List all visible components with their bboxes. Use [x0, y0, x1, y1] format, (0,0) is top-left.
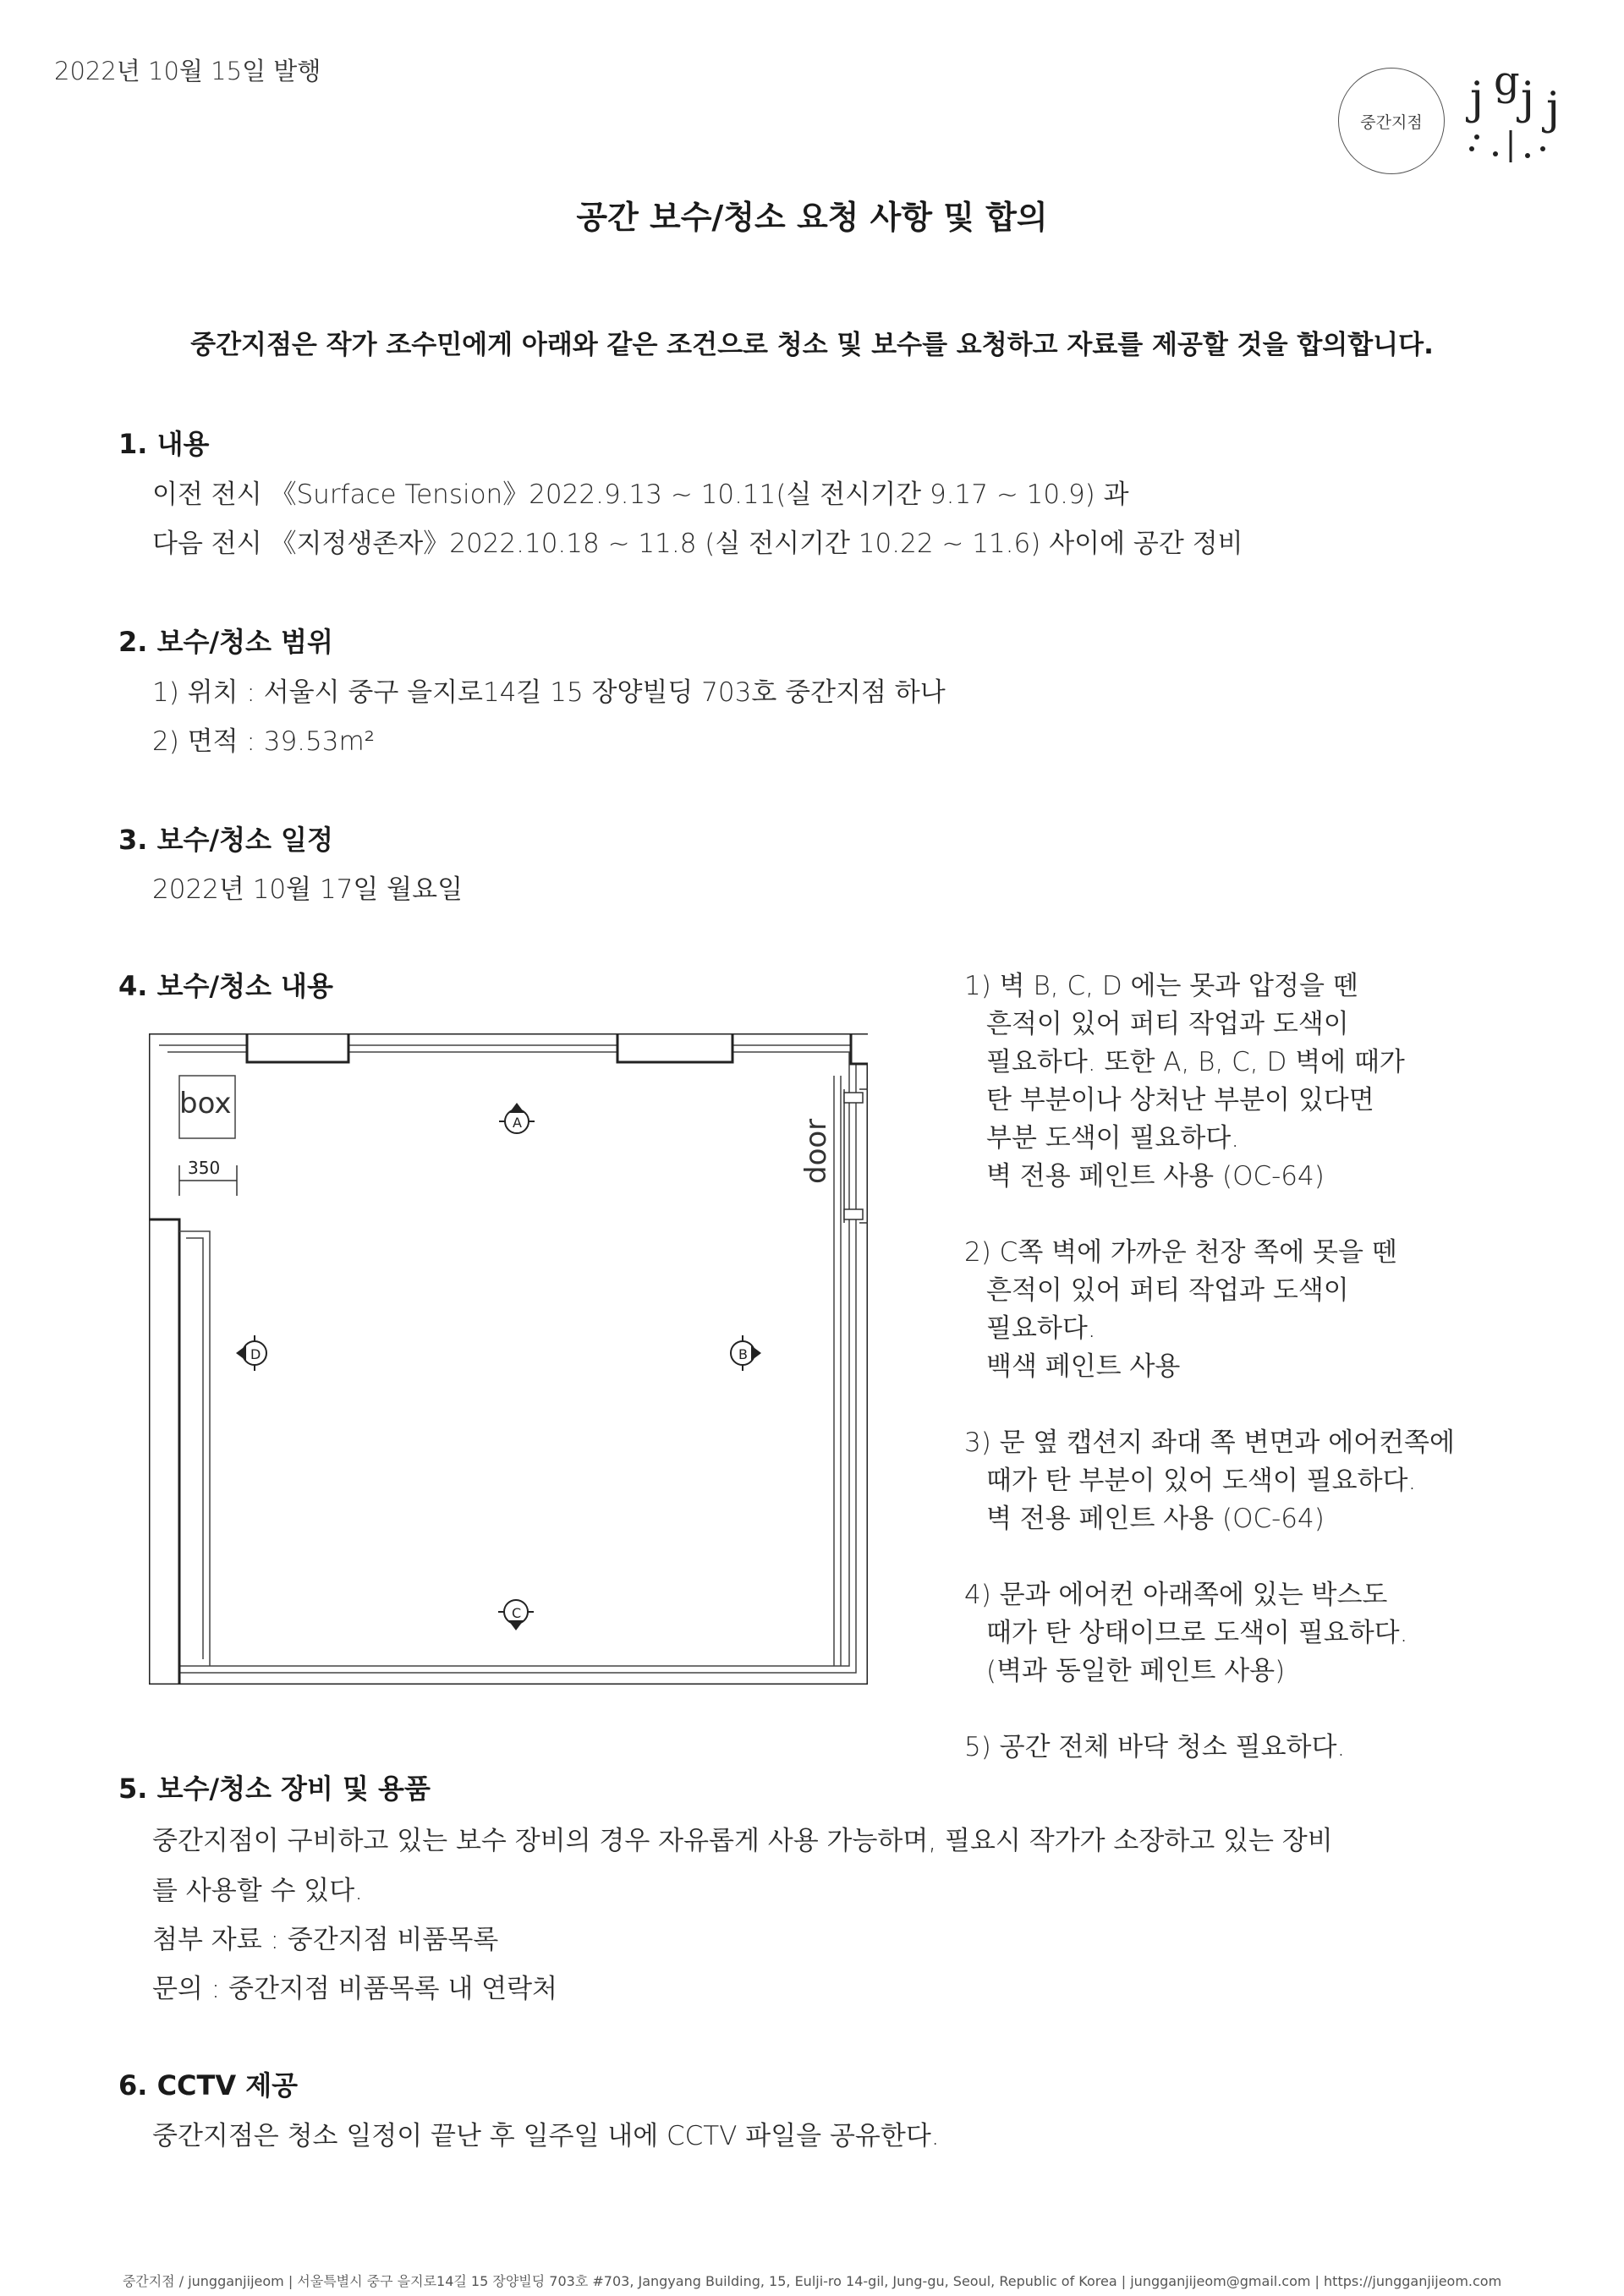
section-4-heading: 4. 보수/청소 내용	[118, 970, 333, 1002]
note-1-line: 흔적이 있어 퍼티 작업과 도색이	[986, 1009, 1349, 1039]
section-6-heading: 6. CCTV 제공	[118, 2069, 299, 2101]
note-4	[964, 1576, 1455, 1690]
wall-marker-d	[236, 1335, 266, 1371]
note-5-line: 5) 공간 전체 바닥 청소 필요하다.	[964, 1732, 1346, 1762]
section-5-heading: 5. 보수/청소 장비 및 용품	[118, 1773, 431, 1805]
section-5-line-1: 중간지점이 구비하고 있는 보수 장비의 경우 자유롭게 사용 가능하며, 필요시 작가가 소장하고 있는 장비	[152, 1826, 1333, 1856]
logo-seal	[1338, 68, 1445, 174]
note-3-line: 때가 탄 부분이 있어 도색이 필요하다.	[986, 1466, 1417, 1496]
footer-contact: 중간지점 / jungganjijeom | 서울특별시 중구 을지로14길 15 장양빌딩 703호 #703, Jangyang Building, 15, Eulji-ro 14-gil, Jung-gu, Seoul, Republic of Korea | jungganjijeom@gmail.com | https://jungganjijeom.com	[122, 2273, 1502, 2289]
svg-text:j: j	[1546, 84, 1561, 134]
intro-text: 중간지점은 작가 조수민에게 아래와 같은 조건으로 청소 및 보수를 요청하고 자료를 제공할 것을 합의합니다.	[190, 330, 1434, 360]
wall-marker-b	[731, 1335, 761, 1371]
note-4-line: (벽과 동일한 페인트 사용)	[986, 1656, 1286, 1686]
issue-date: 2022년 10월 15일 발행	[54, 57, 321, 85]
section-1-line-2: 다음 전시 《지정생존자》2022.10.18 ~ 11.8 (실 전시기간 10.22 ~ 11.6) 사이에 공간 정비	[152, 529, 1243, 559]
section-2-line-1: 1) 위치 : 서울시 중구 을지로14길 15 장양빌딩 703호 중간지점 하나	[152, 677, 946, 708]
svg-text:j: j	[1521, 74, 1535, 124]
section-1-heading: 1. 내용	[118, 428, 210, 460]
floor-plan	[149, 1033, 868, 1685]
svg-text:D: D	[250, 1346, 261, 1362]
note-1	[964, 967, 1455, 1196]
window-left	[247, 1033, 348, 1062]
section-5-line-2: 를 사용할 수 있다.	[152, 1876, 364, 1906]
note-1-line: 탄 부분이나 상처난 부분이 있다면	[986, 1085, 1374, 1115]
repair-notes	[964, 967, 1455, 1805]
note-3	[964, 1424, 1455, 1538]
section-5-line-3: 첨부 자료 : 중간지점 비품목록	[152, 1925, 499, 1955]
dimension-label: 350	[188, 1158, 221, 1178]
note-4-line: 4) 문과 에어컨 아래쪽에 있는 박스도	[964, 1580, 1388, 1610]
svg-text:j: j	[1470, 74, 1484, 124]
section-3-line-1: 2022년 10월 17일 월요일	[152, 874, 464, 905]
section-2-line-2: 2) 면적 : 39.53m²	[152, 726, 376, 757]
note-2	[964, 1234, 1455, 1386]
note-1-line: 벽 전용 페인트 사용 (OC-64)	[986, 1161, 1325, 1192]
note-1-line: 필요하다. 또한 A, B, C, D 벽에 때가	[986, 1047, 1405, 1077]
note-2-line: 2) C쪽 벽에 가까운 천장 쪽에 못을 뗀	[964, 1237, 1397, 1268]
logo-mark	[1465, 63, 1575, 173]
section-3-heading: 3. 보수/청소 일정	[118, 824, 333, 856]
logo-seal-text: 중간지점	[1360, 112, 1423, 132]
window-right	[617, 1033, 732, 1062]
svg-text:B: B	[738, 1346, 748, 1362]
note-2-line: 필요하다.	[986, 1313, 1096, 1344]
note-2-line: 흔적이 있어 퍼티 작업과 도색이	[986, 1275, 1349, 1306]
svg-text:C: C	[512, 1605, 522, 1621]
door-label: door	[799, 1118, 833, 1184]
section-5-line-4: 문의 : 중간지점 비품목록 내 연락처	[152, 1974, 557, 2004]
note-1-line: 1) 벽 B, C, D 에는 못과 압정을 뗀	[964, 971, 1358, 1001]
svg-text:g: g	[1494, 63, 1520, 105]
note-5	[964, 1729, 1455, 1767]
document-title: 공간 보수/청소 요청 사항 및 합의	[576, 199, 1048, 236]
note-3-line: 벽 전용 페인트 사용 (OC-64)	[986, 1504, 1325, 1534]
wall-marker-c	[498, 1600, 534, 1630]
wall-marker-a	[499, 1103, 535, 1133]
note-4-line: 때가 탄 상태이므로 도색이 필요하다.	[986, 1618, 1408, 1648]
svg-text:A: A	[513, 1115, 522, 1131]
section-6-line-1: 중간지점은 청소 일정이 끝난 후 일주일 내에 CCTV 파일을 공유한다.	[152, 2121, 940, 2151]
note-2-line: 백색 페인트 사용	[986, 1351, 1181, 1382]
note-1-line: 부분 도색이 필요하다.	[986, 1123, 1240, 1153]
note-3-line: 3) 문 옆 캡션지 좌대 쪽 변면과 에어컨쪽에	[964, 1427, 1455, 1458]
box-label: box	[179, 1087, 232, 1121]
section-2-heading: 2. 보수/청소 범위	[118, 626, 333, 658]
section-1-line-1: 이전 전시 《Surface Tension》2022.9.13 ~ 10.11(실 전시기간 9.17 ~ 10.9) 과	[152, 479, 1129, 510]
